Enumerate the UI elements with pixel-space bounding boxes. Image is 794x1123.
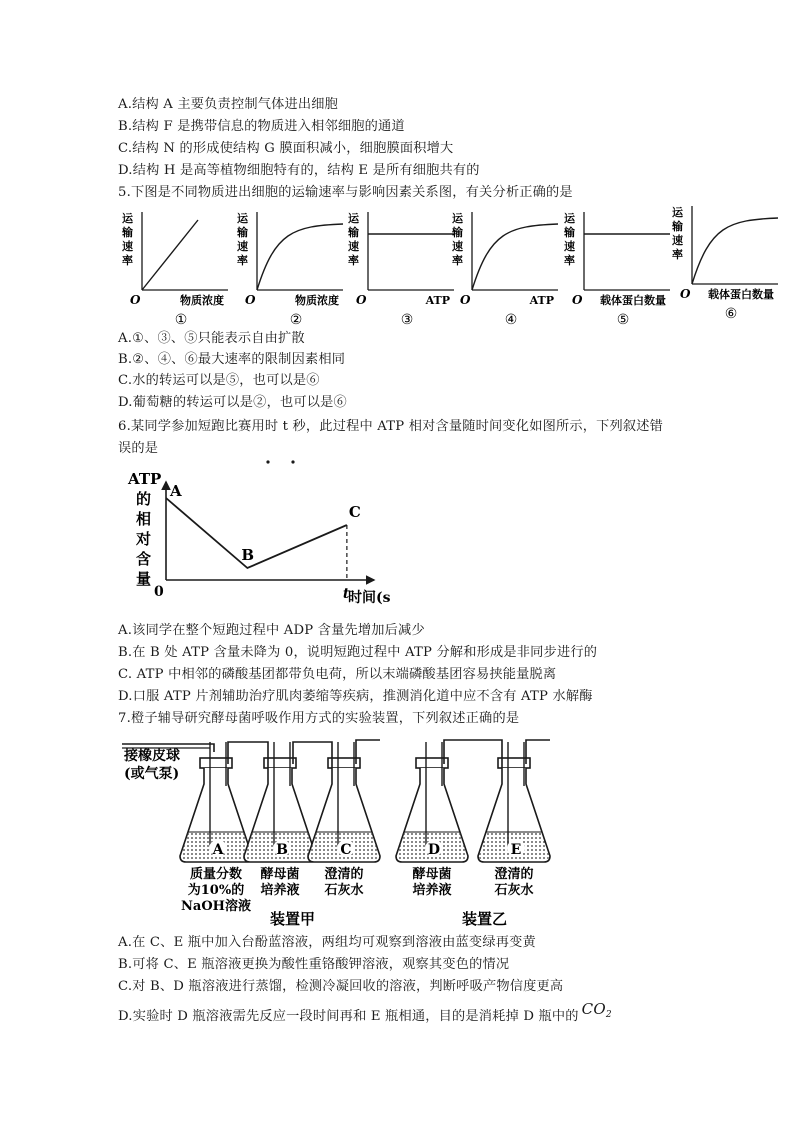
q7-apparatus-diagram <box>118 728 564 928</box>
q5-graph-2-number: ② <box>289 312 303 328</box>
q5-graph-1-origin: O <box>130 293 141 307</box>
q5-graph-1-curve <box>142 220 198 290</box>
flask-E <box>478 742 550 898</box>
pump-label-2: (或气泵) <box>124 766 180 782</box>
q6-option-b: B.在 B 处 ATP 含量未降为 0，说明短跑过程中 ATP 分解和形成是非同步进行的 <box>118 645 598 660</box>
q5-graph-1-number: ① <box>174 312 188 328</box>
q6-ylabel-c4: 含 <box>136 550 152 568</box>
q5-option-c: C.水的转运可以是⑤，也可以是⑥ <box>118 373 320 388</box>
q6-origin: 0 <box>154 584 164 600</box>
q6-stem-line1: 6.某同学参加短跑比赛用时 t 秒，此过程中 ATP 相对含量随时间变化如图所示，下列叙述错 <box>118 419 664 434</box>
flask-A-caption: NaOH溶液 <box>181 899 251 914</box>
q6-chart <box>118 456 418 618</box>
q5-graph-3-ylabel-char: 速 <box>348 240 359 253</box>
flask-E-caption: 澄清的 <box>494 867 534 882</box>
flask-D-caption: 酵母菌 <box>412 867 452 882</box>
co2-sub: 2 <box>605 1010 612 1020</box>
q5-graph-5-ylabel-char: 率 <box>564 254 575 267</box>
flask-C-caption: 石灰水 <box>324 883 364 898</box>
q5-graph-6-origin: O <box>680 287 691 301</box>
q5-graph-6-ylabel-char: 率 <box>672 248 683 261</box>
flask-B <box>244 742 316 898</box>
q5-graph-5-origin: O <box>572 293 583 307</box>
q5-graph-1 <box>121 211 228 328</box>
q5-option-b: B.②、④、⑥最大速率的限制因素相同 <box>118 352 346 367</box>
q5-graph-6-xlabel: 载体蛋白数量 <box>708 288 774 301</box>
q5-graph-3-number: ③ <box>400 312 414 328</box>
q6-option-d: D.口服 ATP 片剂辅助治疗肌肉萎缩等疾病，推测消化道中应不含有 ATP 水解酶 <box>118 689 593 704</box>
flask-B-caption: 培养液 <box>260 883 300 898</box>
q5-graph-5-xlabel: 载体蛋白数量 <box>600 294 666 307</box>
q6-point-b-label: B <box>241 546 255 564</box>
q4-option-a: A.结构 A 主要负责控制气体进出细胞 <box>118 97 339 112</box>
q7-option-b: B.可将 C、E 瓶溶液更换为酸性重铬酸钾溶液，观察其变色的情况 <box>118 957 510 972</box>
flask-D <box>396 742 468 898</box>
q5-graph-5-ylabel-char: 输 <box>564 226 575 239</box>
q4-option-d: D.结构 H 是高等植物细胞特有的，结构 E 是所有细胞共有的 <box>118 163 480 178</box>
q5-graph-2-ylabel-char: 速 <box>237 240 248 253</box>
q7-option-d-text: D.实验时 D 瓶溶液需先反应一段时间再和 E 瓶相通，目的是消耗掉 D 瓶中的 <box>118 1009 579 1024</box>
q6-ylabel-c5: 量 <box>136 570 152 588</box>
pump-label-1: 接橡皮球 <box>124 748 180 764</box>
flask-D-caption: 培养液 <box>412 883 452 898</box>
q5-graph-5-number: ⑤ <box>616 312 630 328</box>
q5-graph-4-xlabel: ATP <box>529 294 554 307</box>
flask-C-letter: C <box>340 842 352 858</box>
q6-stem-line2: 误的是 <box>118 441 159 456</box>
flask-B-caption: 酵母菌 <box>260 867 300 882</box>
q6-option-c: C. ATP 中相邻的磷酸基团都带负电荷，所以末端磷酸基团容易挟能量脱离 <box>118 667 557 682</box>
q5-graph-1-ylabel-char: 速 <box>122 240 133 253</box>
q5-graphs <box>0 200 794 328</box>
q5-graph-4-curve <box>472 224 558 290</box>
co2-formula <box>582 1000 612 1018</box>
q7-stem: 7.橙子辅导研究酵母菌呼吸作用方式的实验装置，下列叙述正确的是 <box>118 711 520 726</box>
q5-graph-3-xlabel: ATP <box>425 294 450 307</box>
q5-graph-6-ylabel-char: 输 <box>672 220 683 233</box>
q5-graph-1-ylabel-char: 率 <box>122 254 133 267</box>
q6-ylabel-atp: ATP <box>128 470 162 488</box>
flask-D-letter: D <box>427 842 441 858</box>
q5-graph-6-ylabel-char: 速 <box>672 234 683 247</box>
q7-option-a: A.在 C、E 瓶中加入台酚蓝溶液，两组均可观察到溶液由蓝变绿再变黄 <box>118 935 536 950</box>
flask-A-caption: 为10%的 <box>187 883 245 898</box>
q5-stem: 5.下图是不同物质进出细胞的运输速率与影响因素关系图，有关分析正确的是 <box>118 185 573 200</box>
co2-main: CO <box>581 1000 606 1018</box>
q5-graph-6-number: ⑥ <box>724 306 738 322</box>
q4-option-b: B.结构 F 是携带信息的物质进入相邻细胞的通道 <box>118 119 405 134</box>
q5-graph-1-xlabel: 物质浓度 <box>180 294 224 307</box>
q5-graph-2-xlabel: 物质浓度 <box>295 294 339 307</box>
setup-yi-label: 装置乙 <box>462 910 508 928</box>
q5-graph-2-curve <box>257 224 343 290</box>
flask-C-caption: 澄清的 <box>324 867 364 882</box>
q6-point-a-label: A <box>170 482 182 500</box>
q5-graph-5-ylabel-char: 速 <box>564 240 575 253</box>
q5-graph-1-ylabel-char: 运 <box>122 212 133 225</box>
q5-graph-3 <box>347 211 454 328</box>
flask-A-letter: A <box>212 842 224 858</box>
q6-ylabel-c3: 对 <box>136 530 152 548</box>
q6-t-label: t <box>342 586 350 602</box>
q5-option-d: D.葡萄糖的转运可以是②，也可以是⑥ <box>118 395 347 410</box>
flask-C <box>308 742 380 898</box>
q4-option-c: C.结构 N 的形成使结构 G 膜面积减小，细胞膜面积增大 <box>118 141 454 156</box>
q6-option-a: A.该同学在整个短跑过程中 ADP 含量先增加后减少 <box>118 623 425 638</box>
q5-option-a: A.①、③、⑤只能表示自由扩散 <box>118 331 305 346</box>
q5-graph-3-origin: O <box>356 293 367 307</box>
flask-A-caption: 质量分数 <box>189 867 243 882</box>
q7-option-c: C.对 B、D 瓶溶液进行蒸馏，检测冷凝回收的溶液，判断呼吸产物信度更高 <box>118 979 564 994</box>
flask-E-letter: E <box>510 842 522 858</box>
flask-B-letter: B <box>276 842 288 858</box>
q5-graph-4-origin: O <box>460 293 471 307</box>
q5-graph-4-ylabel-char: 速 <box>452 240 463 253</box>
q7-option-d <box>118 1000 612 1030</box>
q5-graph-1-ylabel-char: 输 <box>122 226 133 239</box>
q5-graph-6 <box>671 205 778 322</box>
q5-graph-2-ylabel-char: 率 <box>237 254 248 267</box>
q5-graph-4-ylabel-char: 率 <box>452 254 463 267</box>
q5-graph-4-number: ④ <box>504 312 518 328</box>
q5-graph-4-ylabel-char: 输 <box>452 226 463 239</box>
q5-graph-2-ylabel-char: 输 <box>237 226 248 239</box>
setup-jia-label: 装置甲 <box>270 910 316 928</box>
q5-graph-5-ylabel-char: 运 <box>564 212 575 225</box>
q5-graph-2-origin: O <box>245 293 256 307</box>
q5-graph-3-ylabel-char: 运 <box>348 212 359 225</box>
flask-A <box>180 742 252 914</box>
q5-graph-4-ylabel-char: 运 <box>452 212 463 225</box>
q6-ylabel-c2: 相 <box>136 510 152 528</box>
q6-xlabel: 时间(s <box>348 590 391 606</box>
q6-ylabel-c1: 的 <box>136 490 152 508</box>
q5-graph-3-ylabel-char: 输 <box>348 226 359 239</box>
q6-point-c-label: C <box>348 503 361 521</box>
q5-graph-6-ylabel-char: 运 <box>672 206 683 219</box>
q5-graph-6-curve <box>692 218 778 284</box>
q5-graph-3-ylabel-char: 率 <box>348 254 359 267</box>
q5-graph-5 <box>563 211 670 328</box>
q5-graph-2-ylabel-char: 运 <box>237 212 248 225</box>
q5-graph-4 <box>451 211 558 328</box>
q5-graph-2 <box>236 211 343 328</box>
flask-E-caption: 石灰水 <box>494 883 534 898</box>
